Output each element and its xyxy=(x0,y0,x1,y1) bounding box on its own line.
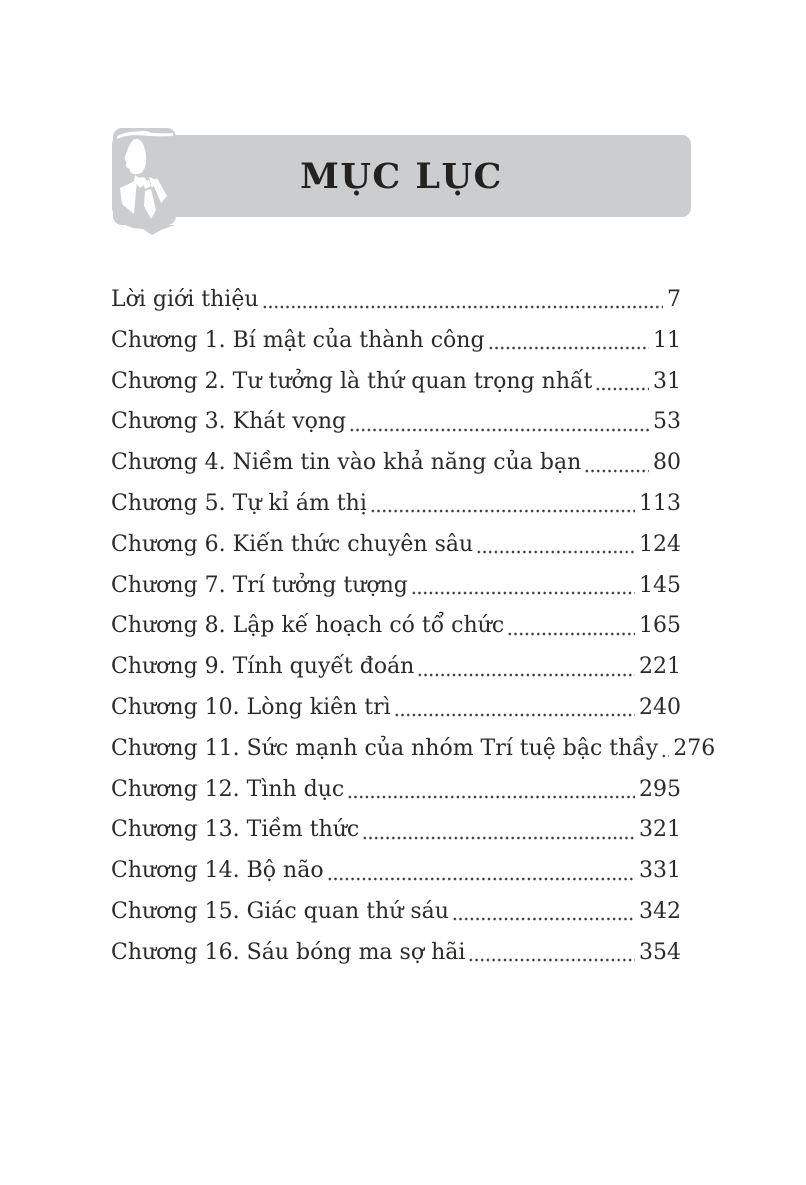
toc-entry-label: Chương 2. Tư tưởng là thứ quan trọng nhất xyxy=(111,368,593,394)
dot-leader xyxy=(327,851,635,892)
toc-entry-page: 53 xyxy=(653,409,681,435)
dot-leader xyxy=(417,647,635,688)
toc-entry-label: Chương 10. Lòng kiên trì xyxy=(111,694,391,720)
toc-entry-page: 11 xyxy=(653,327,681,353)
dot-leader xyxy=(370,484,635,525)
toc-entry xyxy=(111,688,681,729)
dot-leader xyxy=(362,810,635,851)
toc-entry-page: 240 xyxy=(639,694,681,720)
toc-entry-label: Chương 11. Sức mạnh của nhóm Trí tuệ bậc thầy xyxy=(111,735,659,761)
man-in-suit-book-icon xyxy=(107,116,187,238)
toc-entry-label: Chương 3. Khát vọng xyxy=(111,409,347,435)
dot-leader xyxy=(411,566,635,607)
toc-entry-page: 80 xyxy=(653,450,681,476)
toc-entry-page: 331 xyxy=(639,858,681,884)
dot-leader xyxy=(262,280,663,321)
toc-entry-label: Chương 16. Sáu bóng ma sợ hãi xyxy=(111,939,466,965)
toc-entry xyxy=(111,321,681,362)
toc-entry-label: Lời giới thiệu xyxy=(111,287,259,312)
toc-entry xyxy=(111,443,681,484)
toc-entry xyxy=(111,362,681,403)
dot-leader xyxy=(661,729,669,770)
toc-entry-page: 31 xyxy=(653,368,681,394)
toc-entry-page: 342 xyxy=(639,898,681,924)
dot-leader xyxy=(595,362,649,403)
toc-entry-page: 221 xyxy=(639,654,681,680)
toc-entry-page: 276 xyxy=(673,735,716,761)
toc-list xyxy=(111,280,716,974)
page-title: MỤC LỤC xyxy=(300,155,503,197)
header-banner xyxy=(112,135,691,217)
toc-entry-label: Chương 13. Tiềm thức xyxy=(111,817,360,843)
toc-entry xyxy=(111,770,681,811)
toc-entry xyxy=(111,933,681,974)
toc-entry-page: 145 xyxy=(639,572,681,598)
toc-entry-label: Chương 9. Tính quyết đoán xyxy=(111,654,415,680)
dot-leader xyxy=(347,770,635,811)
toc-entry xyxy=(111,606,681,647)
dot-leader xyxy=(488,321,649,362)
toc-entry xyxy=(111,810,681,851)
toc-entry-label: Chương 14. Bộ não xyxy=(111,858,324,884)
toc-entry xyxy=(111,280,681,321)
toc-entry-label: Chương 7. Trí tưởng tượng xyxy=(111,572,408,598)
toc-entry-page: 124 xyxy=(639,531,681,557)
dot-leader xyxy=(507,606,635,647)
toc-entry xyxy=(111,851,681,892)
toc-entry-label: Chương 15. Giác quan thứ sáu xyxy=(111,898,449,924)
toc-entry-label: Chương 12. Tình dục xyxy=(111,776,345,802)
toc-entry-page: 165 xyxy=(639,613,681,639)
toc-entry-label: Chương 4. Niềm tin vào khả năng của bạn xyxy=(111,450,582,476)
toc-entry-label: Chương 1. Bí mật của thành công xyxy=(111,327,485,353)
toc-entry xyxy=(111,892,681,933)
toc-entry-label: Chương 5. Tự kỉ ám thị xyxy=(111,490,367,516)
toc-entry xyxy=(111,647,681,688)
toc-entry xyxy=(111,525,681,566)
dot-leader xyxy=(349,402,649,443)
toc-entry xyxy=(111,729,716,770)
toc-entry xyxy=(111,484,681,525)
toc-entry-label: Chương 6. Kiến thức chuyên sâu xyxy=(111,531,474,557)
dot-leader xyxy=(394,688,635,729)
toc-entry-page: 321 xyxy=(639,817,681,843)
toc-entry xyxy=(111,402,681,443)
toc-entry-page: 354 xyxy=(639,939,681,965)
toc-entry-label: Chương 8. Lập kế hoạch có tổ chức xyxy=(111,613,505,639)
toc-entry-page: 295 xyxy=(639,776,681,802)
dot-leader xyxy=(476,525,635,566)
toc-entry-page: 113 xyxy=(639,490,681,516)
toc-entry-page: 7 xyxy=(667,287,681,312)
dot-leader xyxy=(468,933,635,974)
dot-leader xyxy=(584,443,649,484)
dot-leader xyxy=(452,892,635,933)
toc-entry xyxy=(111,566,681,607)
